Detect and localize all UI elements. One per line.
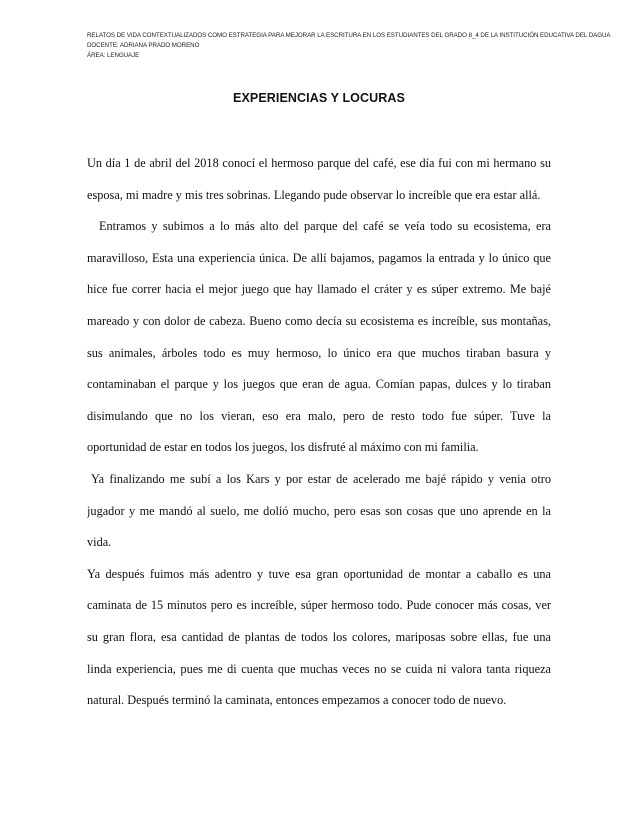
- text-line: Ya finalizando me subí a los Kars y por estar de acelerado me bajé rápido y venia otro: [91, 471, 551, 486]
- text-line: Entramos y subimos a lo más alto del parque del café se veía todo su ecosistema, era: [99, 219, 551, 234]
- text-line: disimulando que no los vieran, eso era malo, pero de resto todo fue súper. Tuve la: [87, 408, 551, 423]
- document-title: EXPERIENCIAS Y LOCURAS: [233, 91, 405, 105]
- document-header: [87, 31, 611, 61]
- header-line: RELATOS DE VIDA CONTEXTUALIZADOS COMO ESTRATEGIA PARA MEJORAR LA ESCRITURA EN LOS ESTUDIANTES DEL GRADO 8_4 DE LA INSTITUCIÓN EDUCATIVA DEL DAGUA: [87, 32, 611, 39]
- text-line: mareado y con dolor de cabeza. Bueno como decía su ecosistema es increíble, sus montañas,: [87, 313, 551, 328]
- paragraph: [87, 217, 551, 470]
- header-line: ÁREA: LENGUAJE: [87, 52, 140, 59]
- text-line: oportunidad de estar en todos los juegos, los disfruté al máximo con mi familia.: [87, 440, 479, 455]
- text-line: su gran flora, esa cantidad de plantas de todos los colores, mariposas sobre ellas, fue una: [87, 629, 551, 644]
- header-line: DOCENTE: ADRIANA PRADO MORENO: [87, 42, 200, 49]
- paragraph: [87, 154, 551, 217]
- text-line: hice fue correr hacia el mejor juego que hay llamado el cráter y es súper extremo. Me bajé: [87, 282, 551, 297]
- paragraph: [87, 565, 551, 723]
- text-line: linda experiencia, pues me di cuenta que muchas veces no se cuida ni valora tanta riqueza: [87, 661, 551, 676]
- text-line: Un día 1 de abril del 2018 conocí el hermoso parque del café, ese día fui con mi hermano su: [87, 156, 551, 170]
- document-body: [87, 154, 551, 723]
- text-line: Ya después fuimos más adentro y tuve esa gran oportunidad de montar a caballo es una: [87, 566, 551, 581]
- text-line: esposa, mi madre y mis tres sobrinas. Llegando pude observar lo increíble que era estar allá.: [87, 187, 541, 202]
- text-line: natural. Después terminó la caminata, entonces empezamos a conocer todo de nuevo.: [87, 693, 507, 708]
- text-line: caminata de 15 minutos pero es increíble, súper hermoso todo. Pude conocer más cosas, ver: [87, 598, 551, 613]
- paragraph: [87, 470, 551, 565]
- text-line: maravilloso, Esta una experiencia única. De allí bajamos, pagamos la entrada y lo único que: [87, 250, 551, 265]
- text-line: sus animales, árboles todo es muy hermoso, lo único era que muchos tiraban basura y: [87, 345, 551, 360]
- text-line: vida.: [87, 535, 112, 550]
- text-line: jugador y me mandó al suelo, me dolió mucho, pero esas son cosas que uno aprende en la: [87, 503, 551, 518]
- text-line: contaminaban el parque y los juegos que eran de agua. Comían papas, dulces y lo tiraban: [87, 377, 551, 392]
